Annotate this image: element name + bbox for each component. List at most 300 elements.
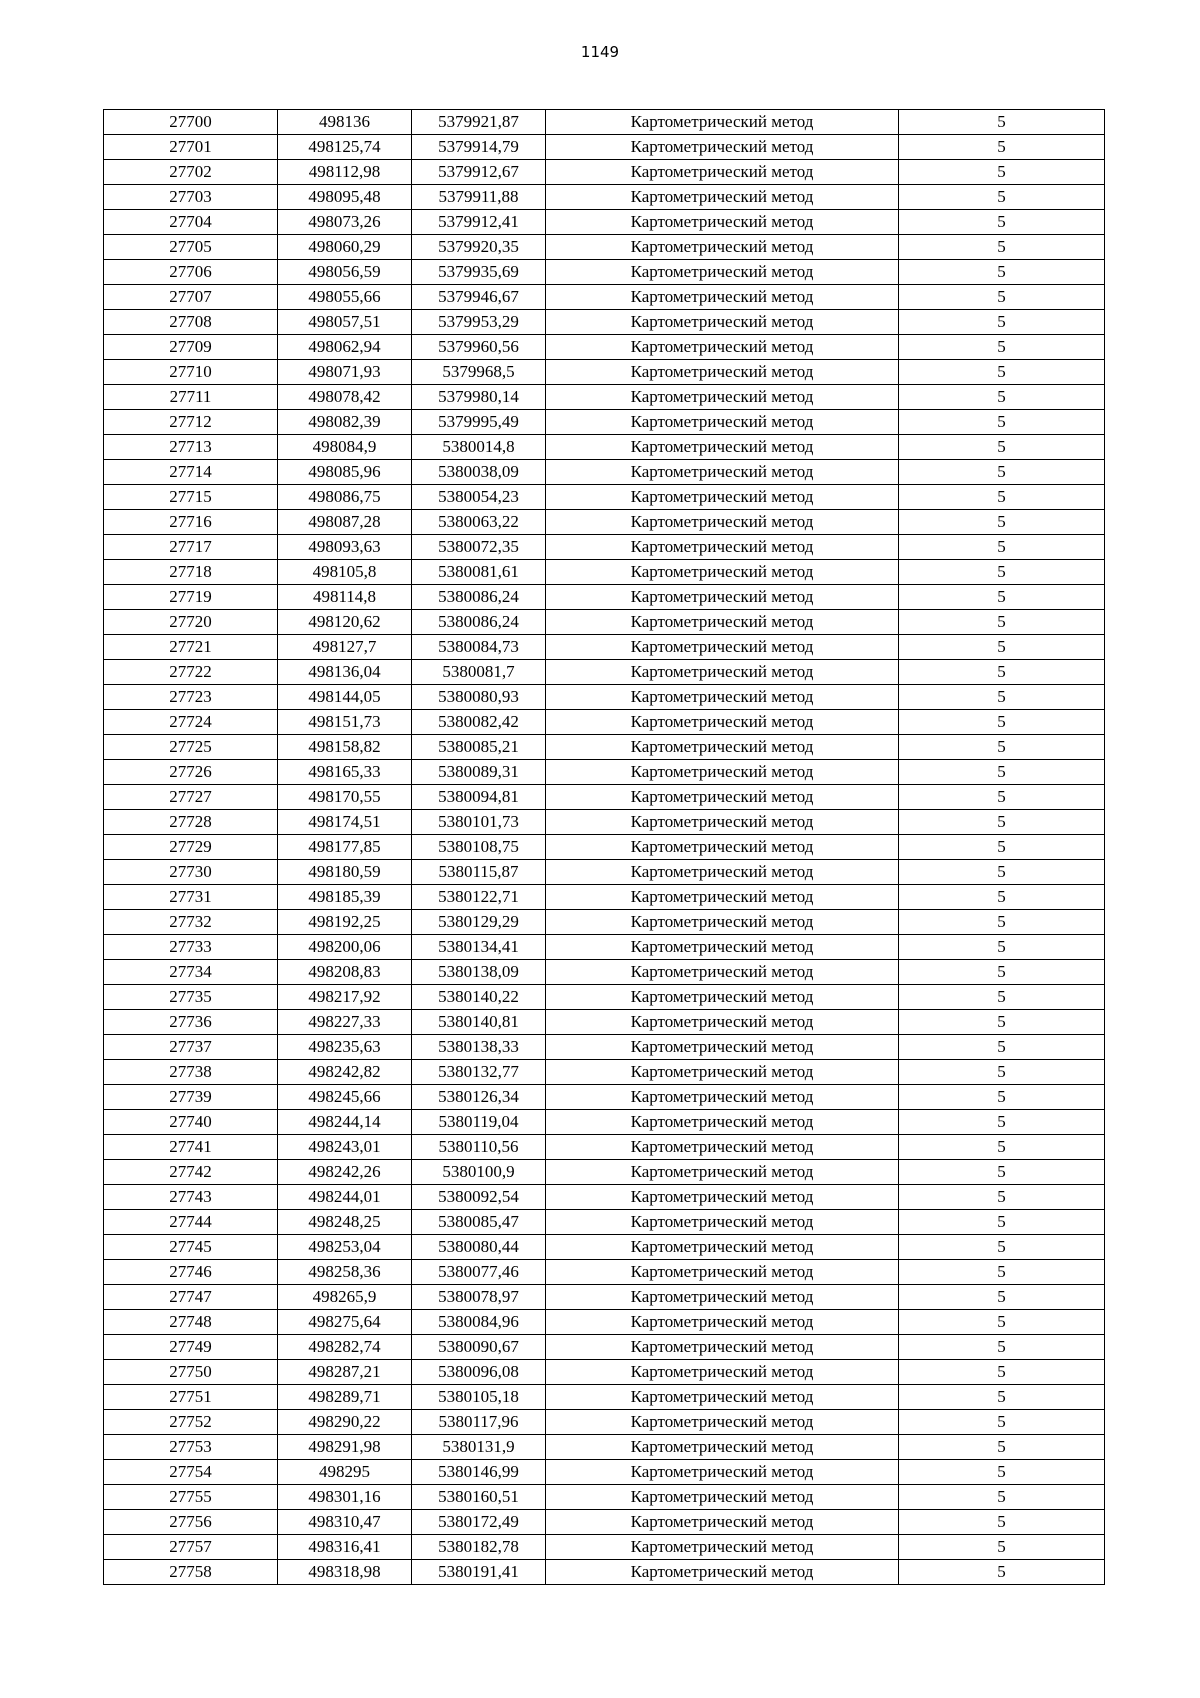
x-coordinate-cell: 498295 (278, 1460, 412, 1485)
table-row (104, 1185, 1105, 1210)
method-cell: Картометрический метод (546, 660, 899, 685)
point-number-cell: 27749 (104, 1335, 278, 1360)
method-cell: Картометрический метод (546, 1360, 899, 1385)
table-row (104, 285, 1105, 310)
x-coordinate-cell: 498136 (278, 110, 412, 135)
method-cell: Картометрический метод (546, 1210, 899, 1235)
accuracy-cell: 5 (899, 685, 1105, 710)
table-row (104, 460, 1105, 485)
table-row (104, 210, 1105, 235)
y-coordinate-cell: 5380138,09 (412, 960, 546, 985)
point-number-cell: 27723 (104, 685, 278, 710)
point-number-cell: 27702 (104, 160, 278, 185)
accuracy-cell: 5 (899, 1160, 1105, 1185)
point-number-cell: 27736 (104, 1010, 278, 1035)
y-coordinate-cell: 5380085,47 (412, 1210, 546, 1235)
y-coordinate-cell: 5380063,22 (412, 510, 546, 535)
y-coordinate-cell: 5380090,67 (412, 1335, 546, 1360)
point-number-cell: 27701 (104, 135, 278, 160)
accuracy-cell: 5 (899, 1310, 1105, 1335)
point-number-cell: 27706 (104, 260, 278, 285)
y-coordinate-cell: 5380078,97 (412, 1285, 546, 1310)
method-cell: Картометрический метод (546, 1310, 899, 1335)
table-row (104, 235, 1105, 260)
method-cell: Картометрический метод (546, 885, 899, 910)
point-number-cell: 27707 (104, 285, 278, 310)
point-number-cell: 27712 (104, 410, 278, 435)
method-cell: Картометрический метод (546, 335, 899, 360)
method-cell: Картометрический метод (546, 160, 899, 185)
x-coordinate-cell: 498165,33 (278, 760, 412, 785)
x-coordinate-cell: 498071,93 (278, 360, 412, 385)
accuracy-cell: 5 (899, 1235, 1105, 1260)
table-row (104, 710, 1105, 735)
y-coordinate-cell: 5380084,73 (412, 635, 546, 660)
method-cell: Картометрический метод (546, 560, 899, 585)
x-coordinate-cell: 498242,82 (278, 1060, 412, 1085)
method-cell: Картометрический метод (546, 710, 899, 735)
accuracy-cell: 5 (899, 1285, 1105, 1310)
table-row (104, 110, 1105, 135)
y-coordinate-cell: 5380119,04 (412, 1110, 546, 1135)
point-number-cell: 27734 (104, 960, 278, 985)
point-number-cell: 27720 (104, 610, 278, 635)
table-row (104, 1085, 1105, 1110)
y-coordinate-cell: 5380072,35 (412, 535, 546, 560)
method-cell: Картометрический метод (546, 1135, 899, 1160)
method-cell: Картометрический метод (546, 435, 899, 460)
accuracy-cell: 5 (899, 1560, 1105, 1585)
point-number-cell: 27714 (104, 460, 278, 485)
table-row (104, 360, 1105, 385)
table-row (104, 785, 1105, 810)
accuracy-cell: 5 (899, 1135, 1105, 1160)
accuracy-cell: 5 (899, 960, 1105, 985)
accuracy-cell: 5 (899, 785, 1105, 810)
table-row (104, 185, 1105, 210)
method-cell: Картометрический метод (546, 110, 899, 135)
x-coordinate-cell: 498105,8 (278, 560, 412, 585)
method-cell: Картометрический метод (546, 810, 899, 835)
accuracy-cell: 5 (899, 285, 1105, 310)
x-coordinate-cell: 498125,74 (278, 135, 412, 160)
x-coordinate-cell: 498227,33 (278, 1010, 412, 1035)
x-coordinate-cell: 498243,01 (278, 1135, 412, 1160)
table-row (104, 910, 1105, 935)
table-row (104, 810, 1105, 835)
point-number-cell: 27725 (104, 735, 278, 760)
table-row (104, 135, 1105, 160)
point-number-cell: 27721 (104, 635, 278, 660)
x-coordinate-cell: 498242,26 (278, 1160, 412, 1185)
y-coordinate-cell: 5380085,21 (412, 735, 546, 760)
table-row (104, 1160, 1105, 1185)
x-coordinate-cell: 498192,25 (278, 910, 412, 935)
table-row (104, 685, 1105, 710)
x-coordinate-cell: 498275,64 (278, 1310, 412, 1335)
y-coordinate-cell: 5380082,42 (412, 710, 546, 735)
point-number-cell: 27728 (104, 810, 278, 835)
accuracy-cell: 5 (899, 860, 1105, 885)
table-row (104, 585, 1105, 610)
table-row (104, 960, 1105, 985)
accuracy-cell: 5 (899, 835, 1105, 860)
method-cell: Картометрический метод (546, 235, 899, 260)
x-coordinate-cell: 498144,05 (278, 685, 412, 710)
table-row (104, 1335, 1105, 1360)
table-row (104, 510, 1105, 535)
accuracy-cell: 5 (899, 1260, 1105, 1285)
point-number-cell: 27726 (104, 760, 278, 785)
method-cell: Картометрический метод (546, 785, 899, 810)
method-cell: Картометрический метод (546, 310, 899, 335)
table-row (104, 385, 1105, 410)
method-cell: Картометрический метод (546, 510, 899, 535)
x-coordinate-cell: 498055,66 (278, 285, 412, 310)
table-row (104, 1035, 1105, 1060)
table-row (104, 410, 1105, 435)
accuracy-cell: 5 (899, 360, 1105, 385)
point-number-cell: 27716 (104, 510, 278, 535)
y-coordinate-cell: 5379911,88 (412, 185, 546, 210)
point-number-cell: 27722 (104, 660, 278, 685)
point-number-cell: 27741 (104, 1135, 278, 1160)
table-row (104, 1135, 1105, 1160)
point-number-cell: 27730 (104, 860, 278, 885)
method-cell: Картометрический метод (546, 1435, 899, 1460)
y-coordinate-cell: 5379968,5 (412, 360, 546, 385)
x-coordinate-cell: 498208,83 (278, 960, 412, 985)
y-coordinate-cell: 5380081,7 (412, 660, 546, 685)
method-cell: Картометрический метод (546, 385, 899, 410)
accuracy-cell: 5 (899, 1410, 1105, 1435)
method-cell: Картометрический метод (546, 1035, 899, 1060)
x-coordinate-cell: 498245,66 (278, 1085, 412, 1110)
method-cell: Картометрический метод (546, 535, 899, 560)
table-row (104, 260, 1105, 285)
accuracy-cell: 5 (899, 710, 1105, 735)
point-number-cell: 27758 (104, 1560, 278, 1585)
table-row (104, 1560, 1105, 1585)
accuracy-cell: 5 (899, 1210, 1105, 1235)
method-cell: Картометрический метод (546, 585, 899, 610)
table-row (104, 835, 1105, 860)
y-coordinate-cell: 5380101,73 (412, 810, 546, 835)
point-number-cell: 27750 (104, 1360, 278, 1385)
table-row (104, 885, 1105, 910)
method-cell: Картометрический метод (546, 735, 899, 760)
point-number-cell: 27711 (104, 385, 278, 410)
accuracy-cell: 5 (899, 1110, 1105, 1135)
accuracy-cell: 5 (899, 560, 1105, 585)
method-cell: Картометрический метод (546, 1060, 899, 1085)
y-coordinate-cell: 5380094,81 (412, 785, 546, 810)
x-coordinate-cell: 498290,22 (278, 1410, 412, 1435)
accuracy-cell: 5 (899, 585, 1105, 610)
x-coordinate-cell: 498258,36 (278, 1260, 412, 1285)
method-cell: Картометрический метод (546, 135, 899, 160)
accuracy-cell: 5 (899, 760, 1105, 785)
table-row (104, 485, 1105, 510)
point-number-cell: 27724 (104, 710, 278, 735)
x-coordinate-cell: 498180,59 (278, 860, 412, 885)
x-coordinate-cell: 498062,94 (278, 335, 412, 360)
y-coordinate-cell: 5379980,14 (412, 385, 546, 410)
method-cell: Картометрический метод (546, 860, 899, 885)
point-number-cell: 27719 (104, 585, 278, 610)
accuracy-cell: 5 (899, 510, 1105, 535)
accuracy-cell: 5 (899, 1385, 1105, 1410)
x-coordinate-cell: 498085,96 (278, 460, 412, 485)
y-coordinate-cell: 5380134,41 (412, 935, 546, 960)
y-coordinate-cell: 5379912,41 (412, 210, 546, 235)
method-cell: Картометрический метод (546, 1185, 899, 1210)
accuracy-cell: 5 (899, 535, 1105, 560)
x-coordinate-cell: 498114,8 (278, 585, 412, 610)
x-coordinate-cell: 498318,98 (278, 1560, 412, 1585)
x-coordinate-cell: 498056,59 (278, 260, 412, 285)
accuracy-cell: 5 (899, 610, 1105, 635)
y-coordinate-cell: 5380160,51 (412, 1485, 546, 1510)
y-coordinate-cell: 5380132,77 (412, 1060, 546, 1085)
y-coordinate-cell: 5380096,08 (412, 1360, 546, 1385)
point-number-cell: 27709 (104, 335, 278, 360)
table-row (104, 610, 1105, 635)
method-cell: Картометрический метод (546, 210, 899, 235)
point-number-cell: 27752 (104, 1410, 278, 1435)
accuracy-cell: 5 (899, 460, 1105, 485)
method-cell: Картометрический метод (546, 1460, 899, 1485)
y-coordinate-cell: 5379953,29 (412, 310, 546, 335)
accuracy-cell: 5 (899, 210, 1105, 235)
y-coordinate-cell: 5380086,24 (412, 610, 546, 635)
accuracy-cell: 5 (899, 135, 1105, 160)
point-number-cell: 27710 (104, 360, 278, 385)
accuracy-cell: 5 (899, 885, 1105, 910)
x-coordinate-cell: 498217,92 (278, 985, 412, 1010)
y-coordinate-cell: 5380038,09 (412, 460, 546, 485)
point-number-cell: 27757 (104, 1535, 278, 1560)
point-number-cell: 27705 (104, 235, 278, 260)
table-row (104, 560, 1105, 585)
y-coordinate-cell: 5380089,31 (412, 760, 546, 785)
y-coordinate-cell: 5380080,44 (412, 1235, 546, 1260)
point-number-cell: 27754 (104, 1460, 278, 1485)
table-row (104, 1360, 1105, 1385)
method-cell: Картометрический метод (546, 935, 899, 960)
table-row (104, 1060, 1105, 1085)
method-cell: Картометрический метод (546, 1260, 899, 1285)
x-coordinate-cell: 498087,28 (278, 510, 412, 535)
y-coordinate-cell: 5380131,9 (412, 1435, 546, 1460)
point-number-cell: 27751 (104, 1385, 278, 1410)
x-coordinate-cell: 498084,9 (278, 435, 412, 460)
y-coordinate-cell: 5379912,67 (412, 160, 546, 185)
accuracy-cell: 5 (899, 310, 1105, 335)
table-row (104, 1110, 1105, 1135)
x-coordinate-cell: 498287,21 (278, 1360, 412, 1385)
table-row (104, 1010, 1105, 1035)
table-row (104, 1410, 1105, 1435)
point-number-cell: 27732 (104, 910, 278, 935)
method-cell: Картометрический метод (546, 360, 899, 385)
method-cell: Картометрический метод (546, 985, 899, 1010)
table-row (104, 1485, 1105, 1510)
x-coordinate-cell: 498136,04 (278, 660, 412, 685)
y-coordinate-cell: 5379946,67 (412, 285, 546, 310)
accuracy-cell: 5 (899, 635, 1105, 660)
table-row (104, 1285, 1105, 1310)
point-number-cell: 27738 (104, 1060, 278, 1085)
accuracy-cell: 5 (899, 1035, 1105, 1060)
y-coordinate-cell: 5380182,78 (412, 1535, 546, 1560)
accuracy-cell: 5 (899, 735, 1105, 760)
point-number-cell: 27700 (104, 110, 278, 135)
point-number-cell: 27737 (104, 1035, 278, 1060)
x-coordinate-cell: 498289,71 (278, 1385, 412, 1410)
x-coordinate-cell: 498078,42 (278, 385, 412, 410)
x-coordinate-cell: 498095,48 (278, 185, 412, 210)
x-coordinate-cell: 498235,63 (278, 1035, 412, 1060)
table-row (104, 335, 1105, 360)
method-cell: Картометрический метод (546, 285, 899, 310)
y-coordinate-cell: 5380191,41 (412, 1560, 546, 1585)
accuracy-cell: 5 (899, 385, 1105, 410)
accuracy-cell: 5 (899, 985, 1105, 1010)
y-coordinate-cell: 5380100,9 (412, 1160, 546, 1185)
method-cell: Картометрический метод (546, 1410, 899, 1435)
x-coordinate-cell: 498200,06 (278, 935, 412, 960)
y-coordinate-cell: 5380126,34 (412, 1085, 546, 1110)
method-cell: Картометрический метод (546, 1510, 899, 1535)
table-row (104, 535, 1105, 560)
y-coordinate-cell: 5380122,71 (412, 885, 546, 910)
accuracy-cell: 5 (899, 160, 1105, 185)
table-row (104, 1210, 1105, 1235)
method-cell: Картометрический метод (546, 835, 899, 860)
x-coordinate-cell: 498057,51 (278, 310, 412, 335)
table-row (104, 1310, 1105, 1335)
table-row (104, 1435, 1105, 1460)
method-cell: Картометрический метод (546, 610, 899, 635)
x-coordinate-cell: 498177,85 (278, 835, 412, 860)
y-coordinate-cell: 5379914,79 (412, 135, 546, 160)
point-number-cell: 27748 (104, 1310, 278, 1335)
table-row (104, 310, 1105, 335)
method-cell: Картометрический метод (546, 910, 899, 935)
x-coordinate-cell: 498265,9 (278, 1285, 412, 1310)
accuracy-cell: 5 (899, 1060, 1105, 1085)
y-coordinate-cell: 5380140,22 (412, 985, 546, 1010)
y-coordinate-cell: 5379935,69 (412, 260, 546, 285)
accuracy-cell: 5 (899, 435, 1105, 460)
x-coordinate-cell: 498253,04 (278, 1235, 412, 1260)
y-coordinate-cell: 5380081,61 (412, 560, 546, 585)
accuracy-cell: 5 (899, 1335, 1105, 1360)
y-coordinate-cell: 5379921,87 (412, 110, 546, 135)
method-cell: Картометрический метод (546, 960, 899, 985)
y-coordinate-cell: 5380014,8 (412, 435, 546, 460)
y-coordinate-cell: 5380084,96 (412, 1310, 546, 1335)
table-row (104, 160, 1105, 185)
method-cell: Картометрический метод (546, 1535, 899, 1560)
y-coordinate-cell: 5380138,33 (412, 1035, 546, 1060)
accuracy-cell: 5 (899, 1435, 1105, 1460)
method-cell: Картометрический метод (546, 460, 899, 485)
point-number-cell: 27713 (104, 435, 278, 460)
point-number-cell: 27755 (104, 1485, 278, 1510)
accuracy-cell: 5 (899, 1510, 1105, 1535)
y-coordinate-cell: 5380054,23 (412, 485, 546, 510)
point-number-cell: 27733 (104, 935, 278, 960)
x-coordinate-cell: 498127,7 (278, 635, 412, 660)
x-coordinate-cell: 498060,29 (278, 235, 412, 260)
y-coordinate-cell: 5380105,18 (412, 1385, 546, 1410)
method-cell: Картометрический метод (546, 1560, 899, 1585)
point-number-cell: 27743 (104, 1185, 278, 1210)
x-coordinate-cell: 498073,26 (278, 210, 412, 235)
x-coordinate-cell: 498316,41 (278, 1535, 412, 1560)
table-row (104, 1510, 1105, 1535)
method-cell: Картометрический метод (546, 1160, 899, 1185)
accuracy-cell: 5 (899, 1185, 1105, 1210)
table-row (104, 935, 1105, 960)
point-number-cell: 27704 (104, 210, 278, 235)
x-coordinate-cell: 498112,98 (278, 160, 412, 185)
table-row (104, 760, 1105, 785)
method-cell: Картометрический метод (546, 635, 899, 660)
x-coordinate-cell: 498244,01 (278, 1185, 412, 1210)
method-cell: Картометрический метод (546, 485, 899, 510)
table-row (104, 1460, 1105, 1485)
x-coordinate-cell: 498282,74 (278, 1335, 412, 1360)
method-cell: Картометрический метод (546, 1335, 899, 1360)
y-coordinate-cell: 5380108,75 (412, 835, 546, 860)
x-coordinate-cell: 498291,98 (278, 1435, 412, 1460)
accuracy-cell: 5 (899, 185, 1105, 210)
table-row (104, 1260, 1105, 1285)
method-cell: Картометрический метод (546, 185, 899, 210)
accuracy-cell: 5 (899, 260, 1105, 285)
method-cell: Картометрический метод (546, 1385, 899, 1410)
accuracy-cell: 5 (899, 1485, 1105, 1510)
table-row (104, 985, 1105, 1010)
coordinates-table (103, 109, 1105, 1585)
y-coordinate-cell: 5380077,46 (412, 1260, 546, 1285)
x-coordinate-cell: 498093,63 (278, 535, 412, 560)
method-cell: Картометрический метод (546, 260, 899, 285)
x-coordinate-cell: 498248,25 (278, 1210, 412, 1235)
accuracy-cell: 5 (899, 110, 1105, 135)
point-number-cell: 27717 (104, 535, 278, 560)
method-cell: Картометрический метод (546, 410, 899, 435)
y-coordinate-cell: 5380172,49 (412, 1510, 546, 1535)
x-coordinate-cell: 498120,62 (278, 610, 412, 635)
y-coordinate-cell: 5380110,56 (412, 1135, 546, 1160)
point-number-cell: 27703 (104, 185, 278, 210)
x-coordinate-cell: 498185,39 (278, 885, 412, 910)
x-coordinate-cell: 498158,82 (278, 735, 412, 760)
accuracy-cell: 5 (899, 1010, 1105, 1035)
method-cell: Картометрический метод (546, 1010, 899, 1035)
y-coordinate-cell: 5380092,54 (412, 1185, 546, 1210)
point-number-cell: 27747 (104, 1285, 278, 1310)
point-number-cell: 27745 (104, 1235, 278, 1260)
accuracy-cell: 5 (899, 1360, 1105, 1385)
table-row (104, 735, 1105, 760)
accuracy-cell: 5 (899, 1085, 1105, 1110)
point-number-cell: 27727 (104, 785, 278, 810)
